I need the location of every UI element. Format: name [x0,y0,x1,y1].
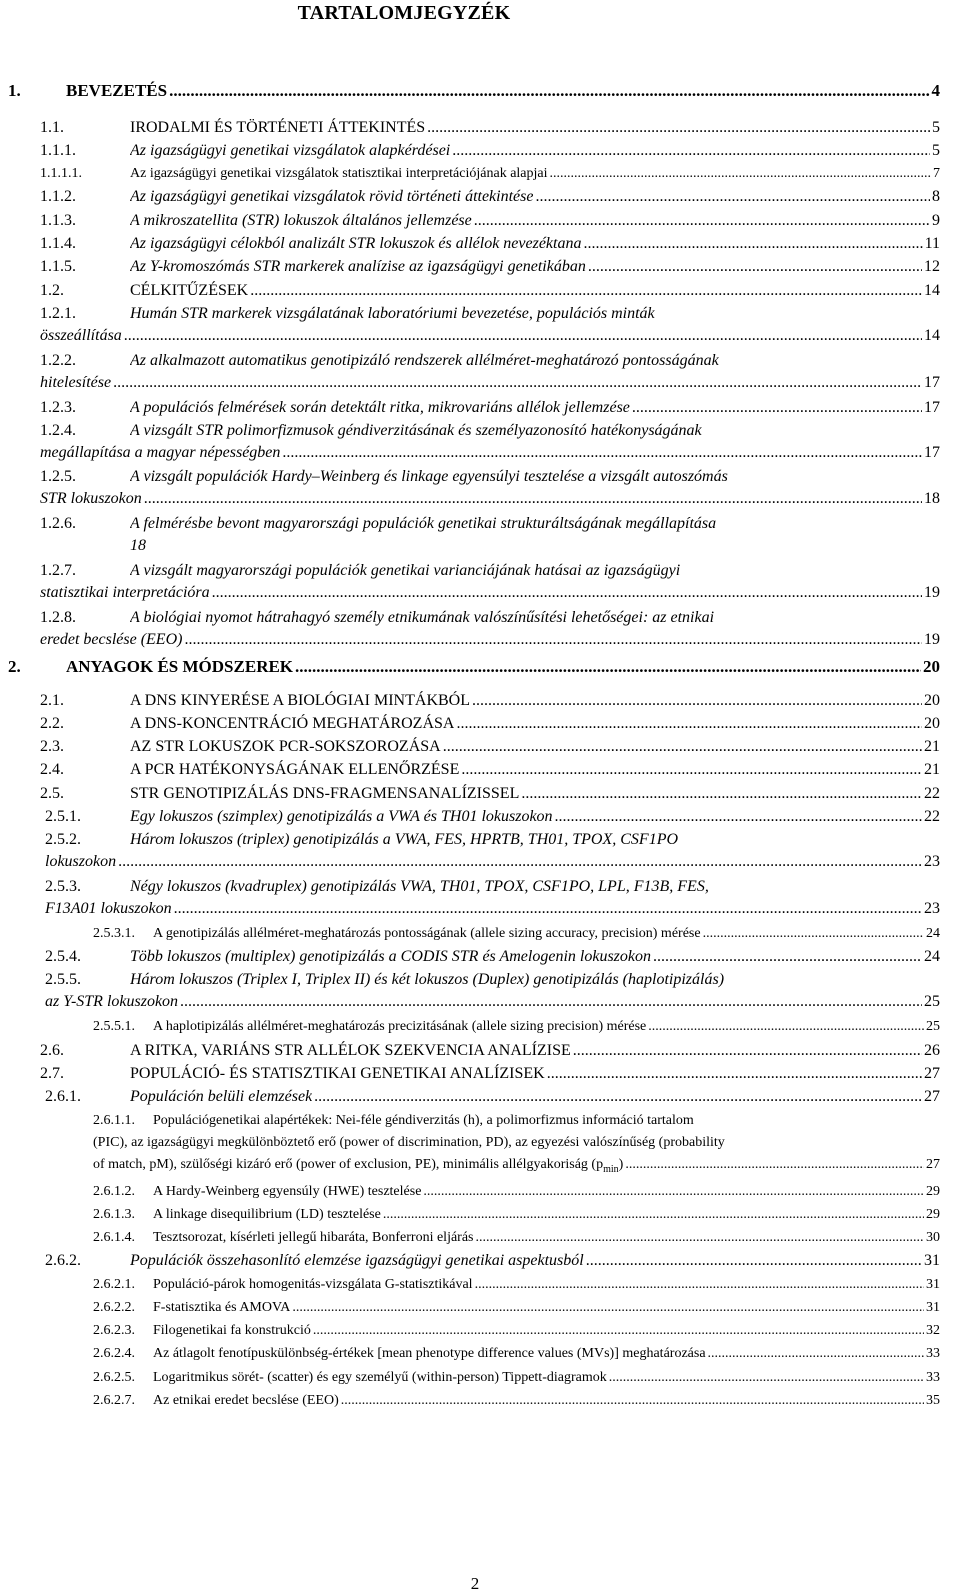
toc-entry-title: A linkage disequilibrium (LD) tesztelése [153,1207,381,1222]
toc-entry[interactable] [40,1063,940,1085]
toc-leader-dots [708,1343,924,1365]
toc-entry-line [40,233,940,255]
toc-entry[interactable] [45,1250,940,1272]
toc-entry[interactable] [93,1297,940,1319]
toc-entry[interactable] [40,513,940,557]
toc-entry-number: 2.5. [40,785,64,802]
toc-leader-dots [313,1320,924,1342]
toc-leader-dots [583,233,922,255]
toc-entry-page: 21 [924,761,940,778]
toc-entry-title: A vizsgált STR polimorfizmusok géndiverzitásának és személyazonosító hatékonyságának [130,422,702,439]
toc-entry-page: 32 [926,1323,940,1338]
toc-entry[interactable] [45,876,940,920]
toc-entry-page: 30 [926,1230,940,1245]
toc-entry-title: A mikroszatellita (STR) lokuszok általános jellemzése [130,212,472,229]
toc-entry-page: 31 [926,1277,940,1292]
toc-leader-dots [550,163,931,185]
toc-entry[interactable] [40,117,940,139]
toc-entry-line [8,80,940,102]
toc-entry-line [40,117,940,139]
toc-entry-line [40,442,940,464]
toc-entry-page: 24 [926,926,940,941]
toc-entry[interactable] [45,969,940,1013]
toc-entry-line [40,690,940,712]
toc-leader-dots [456,713,922,735]
toc-entry[interactable] [93,1016,940,1038]
toc-entry[interactable] [93,923,940,945]
toc-entry-number: 1.2.7. [40,562,76,579]
toc-title: TARTALOMJEGYZÉK [297,2,511,24]
toc-entry-line [93,1367,940,1389]
toc-entry-line [40,582,940,604]
toc-entry-line [93,1297,940,1319]
toc-entry-number: 1.2.3. [40,399,76,416]
toc-entry-page: 24 [924,948,940,965]
toc-entry[interactable] [93,1274,940,1296]
toc-entry-number: 2.6.1.2. [93,1184,135,1199]
toc-entry[interactable] [40,256,940,278]
toc-entry[interactable] [40,1040,940,1062]
toc-entry-title: A RITKA, VARIÁNS STR ALLÉLOK SZEKVENCIA ANALÍZISE [130,1042,571,1059]
toc-entry[interactable] [93,1227,940,1249]
toc-entry-title: AZ STR LOKUSZOK PCR-SOKSZOROZÁSA [130,738,441,755]
toc-entry-title-cont: (PIC), az igazságügyi megkülönböztető erő (power of discrimination, PD), az egyezési valószínűség (probability [93,1135,725,1150]
toc-entry-number: 2.5.2. [45,831,81,848]
toc-entry-number: 2.6.1.1. [93,1113,135,1128]
toc-entry-number: 2.6.1.4. [93,1230,135,1245]
toc-entry[interactable] [40,163,940,185]
toc-entry-page: 7 [933,166,940,181]
toc-entry-line [93,1110,940,1132]
toc-entry-number: 2.3. [40,738,64,755]
toc-entry-title-text: ) [618,1157,624,1172]
toc-entry-line [40,629,940,651]
toc-entry[interactable] [40,607,940,651]
toc-entry-page: 27 [924,1065,940,1082]
toc-entry-line [40,397,940,419]
toc-leader-dots [184,629,922,651]
toc-entry-title: A DNS KINYERÉSE A BIOLÓGIAI MINTÁKBÓL [130,692,470,709]
toc-entry[interactable] [40,759,940,781]
toc-entry[interactable] [93,1181,940,1203]
toc-entry-line [93,1204,940,1226]
toc-entry[interactable] [40,350,940,394]
toc-entry-line [45,991,940,1013]
toc-entry-line [8,656,940,678]
toc-entry-title: A vizsgált populációk Hardy–Weinberg és linkage egyensúlyi tesztelése a vizsgált autoszómás [130,468,728,485]
toc-entry-page: 27 [924,1088,940,1105]
toc-entry-page: 8 [932,188,940,205]
toc-entry-title-cont: összeállítása [40,327,122,344]
toc-entry-title: A DNS-KONCENTRÁCIÓ MEGHATÁROZÁSA [130,715,455,732]
toc-entry-line [45,806,940,828]
toc-entry-line [45,1086,940,1108]
toc-entry-page: 5 [932,142,940,159]
toc-entry-number: 1.2.5. [40,468,76,485]
toc-entry[interactable] [93,1343,940,1365]
toc-entry-line [40,1040,940,1062]
toc-entry-title-text: of match, pM), szülőségi kizáró erő (power of exclusion, PE), minimális allélgyakoriság (p [93,1157,604,1172]
toc-entry-title: Egy lokuszos (szimplex) genotipizálás a VWA és TH01 lokuszokon [130,808,553,825]
toc-entry-number: 2.6.2.5. [93,1370,135,1385]
toc-entry-title: Populáció-párok homogenitás-vizsgálata G-statisztikával [153,1277,473,1292]
toc-entry-page: 20 [924,715,940,732]
toc-entry-line [40,607,940,629]
toc-leader-dots [212,582,922,604]
toc-entry-number: 2.2. [40,715,64,732]
toc-entry-line [40,372,940,394]
toc-entry-title: A biológiai nyomot hátrahagyó személy etnikumának valószínűsítési lehetőségei: az etnikai [130,609,715,626]
toc-leader-dots [461,759,922,781]
toc-entry-line [93,1181,940,1203]
toc-entry[interactable] [45,806,940,828]
toc-entry-subscript: min [603,1163,619,1175]
toc-entry-title-cont: az Y-STR lokuszokon [45,993,179,1010]
toc-entry-number: 1.1.2. [40,188,76,205]
toc-entry-title-cont: lokuszokon [45,853,117,870]
toc-leader-dots [555,806,922,828]
toc-entry-line [40,350,940,372]
page-number: 2 [470,1574,480,1593]
toc-entry[interactable] [8,80,940,102]
toc-entry-title: Humán STR markerek vizsgálatának laboratóriumi bevezetése, populációs minták [130,305,655,322]
toc-entry[interactable] [40,233,940,255]
toc-entry-page: 11 [924,235,940,252]
toc-leader-dots [427,117,930,139]
toc-entry-title: Az igazságügyi genetikai vizsgálatok alapkérdései [130,142,451,159]
toc-leader-dots [475,1274,924,1296]
toc-entry-title: Filogenetikai fa konstrukció [153,1323,311,1338]
toc-entry[interactable] [93,1390,940,1412]
toc-leader-dots [250,280,922,302]
toc-entry-title: Az etnikai eredet becslése (EEO) [153,1393,339,1408]
toc-entry-line [40,256,940,278]
toc-entry-page: 23 [924,900,940,917]
toc-entry-line [40,163,940,185]
toc-entry-page: 33 [926,1370,940,1385]
toc-entry-page: 31 [926,1300,940,1315]
toc-entry-number: 2.6.1.3. [93,1207,135,1222]
toc-entry[interactable] [40,783,940,805]
toc-leader-dots [113,372,922,394]
toc-entry-title-cont: eredet becslése (EEO) [40,631,183,648]
toc-entry-title: A Hardy-Weinberg egyensúly (HWE) tesztelése [153,1184,422,1199]
toc-entry-number: 2.6. [40,1042,64,1059]
toc-entry[interactable] [40,690,940,712]
toc-entry-number: 2.4. [40,761,64,778]
toc-entry-title: Az igazságügyi genetikai vizsgálatok statisztikai interpretációjának alapjai [130,166,548,181]
toc-entry-page: 22 [924,808,940,825]
toc-entry-page: 19 [924,584,940,601]
toc-entry-line [40,736,940,758]
toc-entry-page: 33 [926,1346,940,1361]
toc-entry-number: 1.2.8. [40,609,76,626]
toc-entry-title: A haplotipizálás allélméret-meghatározás precizitásának (allele sizing precision) mérése [153,1019,647,1034]
toc-entry[interactable] [40,186,940,208]
toc-entry-title: ANYAGOK ÉS MÓDSZEREK [66,657,294,676]
toc-leader-dots [521,783,922,805]
toc-entry[interactable] [45,946,940,968]
toc-entry-page: 25 [924,993,940,1010]
toc-entry-number: 2.1. [40,692,64,709]
toc-entry-number: 1.2.6. [40,515,76,532]
toc-entry[interactable] [8,656,940,678]
toc-leader-dots [292,1297,924,1319]
toc-leader-dots [586,1250,922,1272]
toc-entry-line [93,1320,940,1342]
toc-entry-page: 14 [924,282,940,299]
toc-entry-line [93,1154,940,1176]
toc-leader-dots [472,690,922,712]
toc-entry-title-cont: statisztikai interpretációra [40,584,210,601]
toc-entry-number: 2.5.4. [45,948,81,965]
toc-entry-line [93,1343,940,1365]
toc-entry-page: 9 [932,212,940,229]
toc-entry[interactable] [40,303,940,347]
toc-entry-number: 1.2.1. [40,305,76,322]
toc-entry-number: 2. [8,657,21,676]
toc-entry-line [40,1063,940,1085]
toc-entry-page: 20 [923,657,940,676]
toc-entry-line [45,898,940,920]
toc-entry-title: A vizsgált magyarországi populációk genetikai varianciájának hatásai az igazságügyi [130,562,681,579]
toc-entry-number: 1.1. [40,119,64,136]
toc-leader-dots [573,1040,922,1062]
toc-entry-page: 4 [931,81,940,100]
toc-entry-number: 2.6.2.2. [93,1300,135,1315]
toc-entry-line [45,1250,940,1272]
toc-entry-number: 2.5.1. [45,808,81,825]
toc-entry-line [93,1390,940,1412]
toc-entry[interactable] [93,1320,940,1342]
toc-entry-line [93,1132,940,1154]
toc-entry-page: 25 [926,1019,940,1034]
toc-leader-dots [632,397,922,419]
toc-entry-title: A genotipizálás allélméret-meghatározás pontosságának (allele sizing accuracy, precision) mérése [153,926,701,941]
toc-entry-title: Három lokuszos (triplex) genotipizálás a VWA, FES, HPRTB, TH01, TPOX, CSF1PO [130,831,679,848]
toc-entry-line [40,560,940,582]
toc-leader-dots [535,186,930,208]
toc-entry[interactable] [40,560,940,604]
toc-entry-number: 1.1.1. [40,142,76,159]
toc-entry-page: 19 [924,631,940,648]
toc-leader-dots [341,1390,924,1412]
toc-entry-title: A felmérésbe bevont magyarországi populációk genetikai strukturáltságának megállapítása [130,515,717,532]
toc-entry-line [93,1016,940,1038]
toc-entry-line [40,420,940,442]
toc-entry-line [40,535,940,557]
toc-entry-title: Három lokuszos (Triplex I, Triplex II) és két lokuszos (Duplex) genotipizálás (haplotipizálás) [130,971,725,988]
toc-entry-title: IRODALMI ÉS TÖRTÉNETI ÁTTEKINTÉS [130,119,426,136]
toc-entry[interactable] [93,1367,940,1389]
toc-entry-line [40,140,940,162]
toc-leader-dots [703,923,924,945]
toc-entry-title-cont: STR lokuszokon [40,490,142,507]
toc-entry-title: Logaritmikus sörét- (scatter) és egy személyű (within-person) Tippett-diagramok [153,1370,607,1385]
toc-entry-number: 2.7. [40,1065,64,1082]
toc-entry-number: 2.6.2.7. [93,1393,135,1408]
toc-entry-line [40,210,940,232]
toc-leader-dots [588,256,922,278]
toc-entry-page: 35 [926,1393,940,1408]
toc-leader-dots [609,1367,924,1389]
toc-entry-line [93,1227,940,1249]
toc-entry[interactable] [40,210,940,232]
toc-entry-title: Populáción belüli elemzések [130,1088,313,1105]
toc-entry-page: 17 [924,374,940,391]
toc-entry-page: 12 [924,258,940,275]
toc-entry-line [40,186,940,208]
toc-leader-dots [547,1063,922,1085]
toc-leader-dots [144,488,922,510]
toc-entry[interactable] [40,713,940,735]
toc-entry-number: 2.6.2.3. [93,1323,135,1338]
toc-entry-number: 2.5.5.1. [93,1019,135,1034]
toc-entry-page: 27 [926,1157,940,1172]
toc-leader-dots [476,1227,924,1249]
toc-entry-page: 20 [924,692,940,709]
toc-entry-title: Az igazságügyi genetikai vizsgálatok rövid történeti áttekintése [130,188,534,205]
toc-entry-title: STR GENOTIPIZÁLÁS DNS-FRAGMENSANALÍZISSEL [130,785,520,802]
toc-entry[interactable] [45,829,940,873]
toc-entry[interactable] [40,397,940,419]
toc-entry-line [40,280,940,302]
toc-entry-number: 1.1.5. [40,258,76,275]
toc-entry-line [40,488,940,510]
toc-entry-line [45,876,940,898]
toc-entry-number: 1.1.4. [40,235,76,252]
toc-leader-dots [124,325,922,347]
toc-entry-number: 2.6.1. [45,1088,81,1105]
toc-entry-page: 17 [924,444,940,461]
toc-entry-line [40,325,940,347]
toc-entry-title: A PCR HATÉKONYSÁGÁNAK ELLENŐRZÉSE [130,761,460,778]
toc-entry-title: Négy lokuszos (kvadruplex) genotipizálás VWA, TH01, TPOX, CSF1PO, LPL, F13B, FES, [130,878,709,895]
toc-entry-title-cont: F13A01 lokuszokon [45,900,172,917]
toc-entry-number: 1.2. [40,282,64,299]
toc-entry-line [40,303,940,325]
toc-entry-title: CÉLKITŰZÉSEK [130,282,249,299]
toc-leader-dots [295,656,921,678]
toc-entry-number: 2.5.3.1. [93,926,135,941]
toc-entry-line [93,1274,940,1296]
toc-entry[interactable] [40,420,940,464]
toc-entry-page: 31 [924,1252,940,1269]
toc-entry-line [45,969,940,991]
toc-leader-dots [118,851,922,873]
toc-entry-title: F-statisztika és AMOVA [153,1300,291,1315]
toc-entry-title: Tesztsorozat, kísérleti jellegű hibaráta, Bonferroni eljárás [153,1230,474,1245]
toc-leader-dots [423,1181,924,1203]
toc-entry-page: 22 [924,785,940,802]
toc-entry-title: A populációs felmérések során detektált ritka, mikrovariáns allélok jellemzése [130,399,630,416]
toc-entry-title-cont: 18 [130,537,146,554]
toc-leader-dots [282,442,922,464]
toc-leader-dots [443,736,922,758]
toc-entry-page: 21 [924,738,940,755]
toc-entry-page: 23 [924,853,940,870]
toc-entry-title-cont [93,1154,623,1181]
toc-entry-line [93,923,940,945]
toc-leader-dots [383,1204,924,1226]
toc-entry-number: 2.6.2.1. [93,1277,135,1292]
toc-entry-number: 2.6.2. [45,1252,81,1269]
toc-leader-dots [625,1154,924,1176]
toc-entry[interactable] [40,140,940,162]
toc-entry[interactable] [40,736,940,758]
toc-entry-title: BEVEZETÉS [66,81,168,100]
toc-leader-dots [653,946,922,968]
toc-entry-line [40,759,940,781]
toc-entry-number: 2.5.3. [45,878,81,895]
toc-entry-page: 17 [924,399,940,416]
toc-leader-dots [314,1086,922,1108]
toc-entry-title: Az igazságügyi célokból analizált STR lokuszok és allélok nevezéktana [130,235,582,252]
toc-entry-number: 1.2.4. [40,422,76,439]
toc-entry-title-cont: hitelesítése [40,374,112,391]
toc-leader-dots [169,80,929,102]
toc-entry-page: 29 [926,1207,940,1222]
toc-entry-title: Az átlagolt fenotípuskülönbség-értékek [mean phenotype difference values (MVs)] meghatározása [153,1346,706,1361]
toc-entry-page: 29 [926,1184,940,1199]
toc-entry[interactable] [93,1204,940,1226]
toc-entry-line [45,829,940,851]
toc-leader-dots [474,210,930,232]
toc-entry-page: 18 [924,490,940,507]
toc-entry-number: 2.6.2.4. [93,1346,135,1361]
toc-entry-page: 26 [924,1042,940,1059]
toc-entry-page: 14 [924,327,940,344]
toc-entry-line [40,513,940,535]
toc-entry-line [45,946,940,968]
toc-entry[interactable] [45,1086,940,1108]
toc-entry-title: Az Y-kromoszómás STR markerek analízise az igazságügyi genetikában [130,258,586,275]
toc-entry-title: Populációgenetikai alapértékek: Nei-féle géndiverzitás (h), a polimorfizmus információ tartalom [153,1113,694,1128]
toc-entry[interactable] [93,1110,940,1176]
toc-entry-title-cont: megállapítása a magyar népességben [40,444,281,461]
toc-entry-line [40,713,940,735]
toc-entry-line [40,783,940,805]
toc-entry-title: Az alkalmazott automatikus genotipizáló rendszerek allélméret-meghatározó pontosságának [130,352,719,369]
toc-leader-dots [452,140,930,162]
toc-entry-title: Több lokuszos (multiplex) genotipizálás a CODIS STR és Amelogenin lokuszokon [130,948,651,965]
toc-entry[interactable] [40,466,940,510]
toc-entry-number: 1. [8,81,21,100]
toc-entry[interactable] [40,280,940,302]
toc-entry-number: 2.5.5. [45,971,81,988]
toc-entry-number: 1.2.2. [40,352,76,369]
toc-entry-number: 1.1.1.1. [40,166,82,181]
toc-entry-page: 5 [932,119,940,136]
toc-leader-dots [174,898,922,920]
toc-entry-title: POPULÁCIÓ- ÉS STATISZTIKAI GENETIKAI ANALÍZISEK [130,1065,545,1082]
toc-entry-title: Populációk összehasonlító elemzése igazságügyi genetikai aspektusból [130,1252,584,1269]
toc-entry-line [45,851,940,873]
toc-leader-dots [180,991,922,1013]
toc-entry-number: 1.1.3. [40,212,76,229]
toc-leader-dots [648,1016,924,1038]
toc-entry-line [40,466,940,488]
